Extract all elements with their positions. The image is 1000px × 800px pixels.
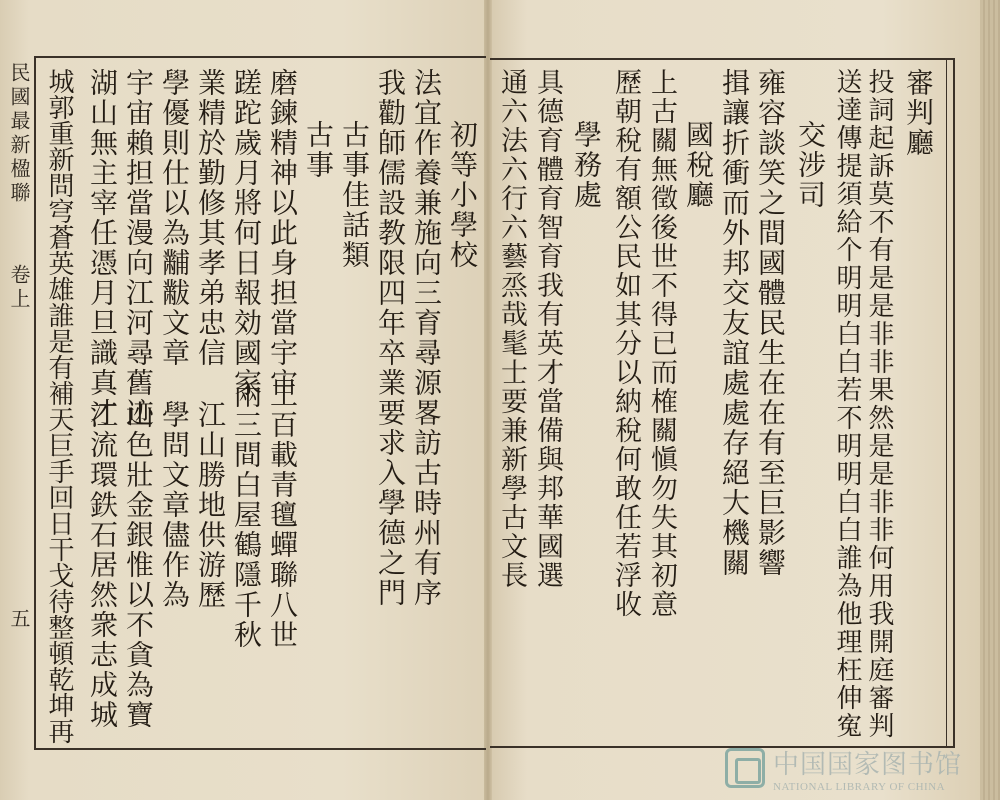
watermark-en: NATIONAL LIBRARY OF CHINA — [773, 780, 946, 793]
section-heading-court: 審判廳 — [902, 68, 935, 158]
margin-title: 民國最新楹聯 — [7, 62, 31, 206]
couplet-line: 城郭重新問穹蒼英雄誰是有補天巨手回日干戈待整頓乾坤再 — [44, 68, 74, 744]
couplet-line: 歷朝稅有額公民如其分以納稅何敢任若浮收 — [610, 68, 641, 619]
couplet-line: 江山勝地供游歷 — [194, 400, 227, 610]
couplet-line: 通六法六行六藝烝哉髦士要兼新學古文長 — [496, 68, 527, 590]
couplet-line: 投詞起訴莫不有是是非非果然是是非非何用我開庭審判 — [864, 68, 894, 740]
couplet-line: 宇宙賴担當漫向江河尋舊迹 — [122, 68, 155, 428]
couplet-line: 上古關無徵後世不得已而榷關愼勿失其初意 — [646, 68, 677, 619]
subheading-old-events: 古事 — [302, 120, 335, 180]
couplet-line: 送達傳提須給个明明白白若不明明白白誰為他理枉伸寃 — [832, 68, 862, 740]
library-watermark — [725, 740, 975, 796]
couplet-line: 學問文章儘作為 — [158, 400, 191, 610]
couplet-line: 我勸師儒設教限四年卒業要求入學德之門 — [374, 68, 407, 608]
margin-page-number: 五 — [7, 608, 31, 632]
couplet-line: 雍容談笑之間國體民生在在有至巨影響 — [754, 68, 787, 578]
section-heading-education: 學務處 — [570, 120, 603, 210]
category-heading: 古事佳話類 — [338, 120, 371, 270]
couplet-line: 兩三間白屋鶴隱千秋 — [230, 380, 263, 650]
couplet-line: 蹉跎歲月將何日報効國家 — [230, 68, 263, 398]
margin-strip — [6, 56, 35, 750]
margin-volume: 卷上 — [7, 264, 31, 312]
couplet-line: 揖讓折衝而外邦交友誼處處存絕大機關 — [718, 68, 751, 578]
couplet-line: 湖山無主宰任憑月旦識真才 — [86, 68, 119, 428]
section-heading-foreign: 交涉司 — [794, 120, 827, 210]
couplet-line: 江流環鉄石居然衆志成城 — [86, 400, 119, 730]
watermark-cn: 中国国家图书馆 — [773, 749, 963, 780]
couplet-line: 山色壯金銀惟以不貪為寶 — [122, 400, 155, 730]
couplet-line: 法宜作養兼施向三育尋源畧訪古時州有序 — [410, 68, 443, 608]
couplet-line: 具德育體育智育我有英才當備與邦華國選 — [532, 68, 563, 590]
section-heading-tax: 國稅廳 — [682, 120, 715, 210]
couplet-line: 工百載青氊蟬聯八世 — [266, 380, 299, 650]
library-logo-icon — [725, 748, 765, 788]
couplet-line: 學優則仕以為黼黻文章 — [158, 68, 191, 368]
page-edge — [980, 0, 1000, 800]
couplet-line: 磨鍊精神以此身担當宇宙 — [266, 68, 299, 398]
section-heading-primary-school: 初等小學校 — [446, 120, 479, 270]
couplet-line: 業精於勤修其孝弟忠信 — [194, 68, 227, 368]
